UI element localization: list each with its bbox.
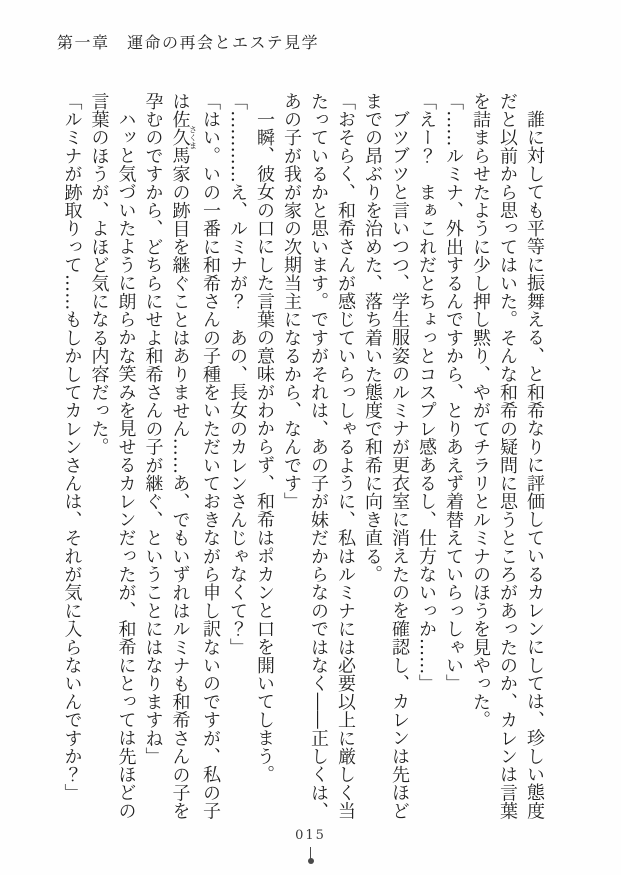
text-line: は佐久馬さくま家の跡目を継ぐことはありません……あ、でもいずれはルミナも和希さんの子を bbox=[169, 92, 198, 821]
text-line: あの子が我が家の次期当主になるから、なんです」 bbox=[281, 92, 302, 511]
text-line: 「…………え、ルミナが？ あの、長女のカレンさんじゃなくて？」 bbox=[227, 92, 248, 657]
page-footer bbox=[0, 828, 621, 859]
text-line: 誰に対しても平等に振舞える、と和希なりに評価しているカレンにしては、珍しい態度 bbox=[524, 110, 545, 820]
page-ornament-icon bbox=[310, 847, 311, 859]
text-line: 「えー？ まぁこれだとちょっとコスプレ感あるし、仕方ないっか……」 bbox=[416, 92, 437, 693]
text-line: 一瞬、彼女の口にした言葉の意味がわからず、和希はポカンと口を開いてしまう。 bbox=[254, 110, 275, 784]
text-line: たっているかと思います。ですがそれは、あの子が妹だからなのではなく――正しくは、 bbox=[308, 92, 329, 820]
text-line: 孕むのですから、どちらにせよ和希さんの子が継ぐ、ということにはなりますね」 bbox=[142, 92, 164, 766]
text-line: だと以前から思ってはいた。そんな和希の疑問に思うところがあったのか、カレンは言葉 bbox=[497, 92, 518, 820]
text-line: までの昂ぶりを治めた、落ち着いた態度で和希に向き直る。 bbox=[362, 92, 383, 584]
text-line: を詰まらせたように少し押し黙り、やがてチラリとルミナのほうを見やった。 bbox=[470, 92, 491, 729]
body-text bbox=[61, 92, 548, 836]
text-line: ハッと気づいたように朗らかな笑みを見せるカレンだったが、和希にとっては先ほどの bbox=[115, 110, 137, 820]
text-line: 言葉のほうが、よほど気になる内容だった。 bbox=[88, 92, 110, 456]
text-line: 「……ルミナ、外出するんですから、とりあえず着替えていらっしゃい」 bbox=[443, 92, 464, 693]
text-line: ブツブツと言いつつ、学生服姿のルミナが更衣室に消えたのを確認し、カレンは先ほど bbox=[389, 110, 410, 820]
text-line: 「おそらく、和希さんが感じていらっしゃるように、私はルミナには必要以上に厳しく当 bbox=[335, 92, 356, 820]
text-line: 「はい。いの一番に和希さんの子種をいただいておきながら申し訳ないのですが、私の子 bbox=[200, 92, 221, 820]
ruby-annotated-text: 佐久馬さくま bbox=[169, 110, 198, 165]
text-line: 「ルミナが跡取りって……もしかしてカレンさんは、それが気に入らないんですか？」 bbox=[61, 92, 83, 802]
page-number: 015 bbox=[295, 828, 326, 843]
chapter-header: 第一章 運命の再会とエステ見学 bbox=[57, 33, 320, 52]
